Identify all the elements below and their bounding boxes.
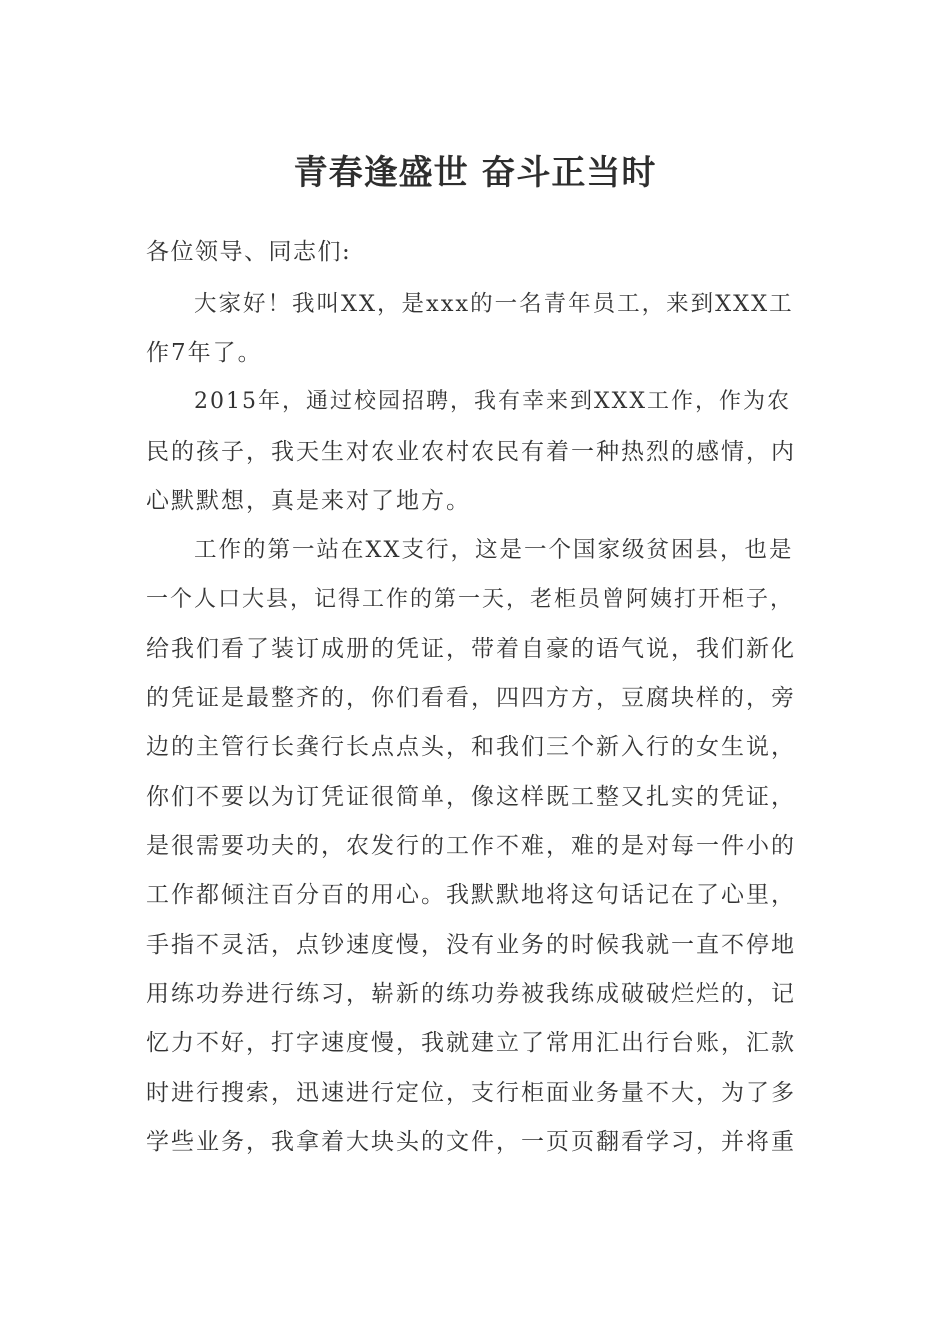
document-title: 青春逢盛世 奋斗正当时 bbox=[293, 153, 657, 193]
body-line-15: 用练功券进行练习，崭新的练功券被我练成破破烂烂的，记 bbox=[146, 981, 796, 1007]
body-line-16: 忆力不好，打字速度慢，我就建立了常用汇出行台账，汇款 bbox=[146, 1030, 796, 1056]
body-line-5: 心默默想，真是来对了地方。 bbox=[146, 488, 471, 514]
body-line-2: 作7年了。 bbox=[146, 340, 263, 366]
body-line-14: 手指不灵活，点钞速度慢，没有业务的时候我就一直不停地 bbox=[146, 932, 796, 958]
body-line-7: 一个人口大县，记得工作的第一天，老柜员曾阿姨打开柜子， bbox=[146, 587, 795, 612]
body-line-6: 工作的第一站在XX支行，这是一个国家级贫困县，也是 bbox=[194, 537, 794, 563]
body-line-3: 2015年，通过校园招聘，我有幸来到XXX工作，作为农 bbox=[194, 389, 791, 414]
body-line-9: 的凭证是最整齐的，你们看看，四四方方，豆腐块样的，旁 bbox=[146, 685, 796, 711]
body-line-8: 给我们看了装订成册的凭证，带着自豪的语气说，我们新化 bbox=[146, 636, 796, 662]
body-line-10: 边的主管行长龚行长点点头，和我们三个新入行的女生说， bbox=[146, 734, 796, 760]
salutation: 各位领导、同志们: bbox=[146, 239, 352, 265]
body-line-4: 民的孩子，我天生对农业农村农民有着一种热烈的感情，内 bbox=[146, 439, 796, 465]
body-line-1: 大家好！我叫XX，是xxx的一名青年员工，来到XXX工 bbox=[194, 291, 794, 317]
body-line-12: 是很需要功夫的，农发行的工作不难，难的是对每一件小的 bbox=[146, 833, 796, 859]
body-line-18: 学些业务，我拿着大块头的文件，一页页翻看学习，并将重 bbox=[146, 1129, 796, 1155]
body-line-17: 时进行搜索，迅速进行定位，支行柜面业务量不大，为了多 bbox=[146, 1080, 796, 1106]
body-line-11: 你们不要以为订凭证很简单，像这样既工整又扎实的凭证， bbox=[146, 784, 796, 810]
body-line-13: 工作都倾注百分百的用心。我默默地将这句话记在了心里， bbox=[146, 882, 796, 908]
